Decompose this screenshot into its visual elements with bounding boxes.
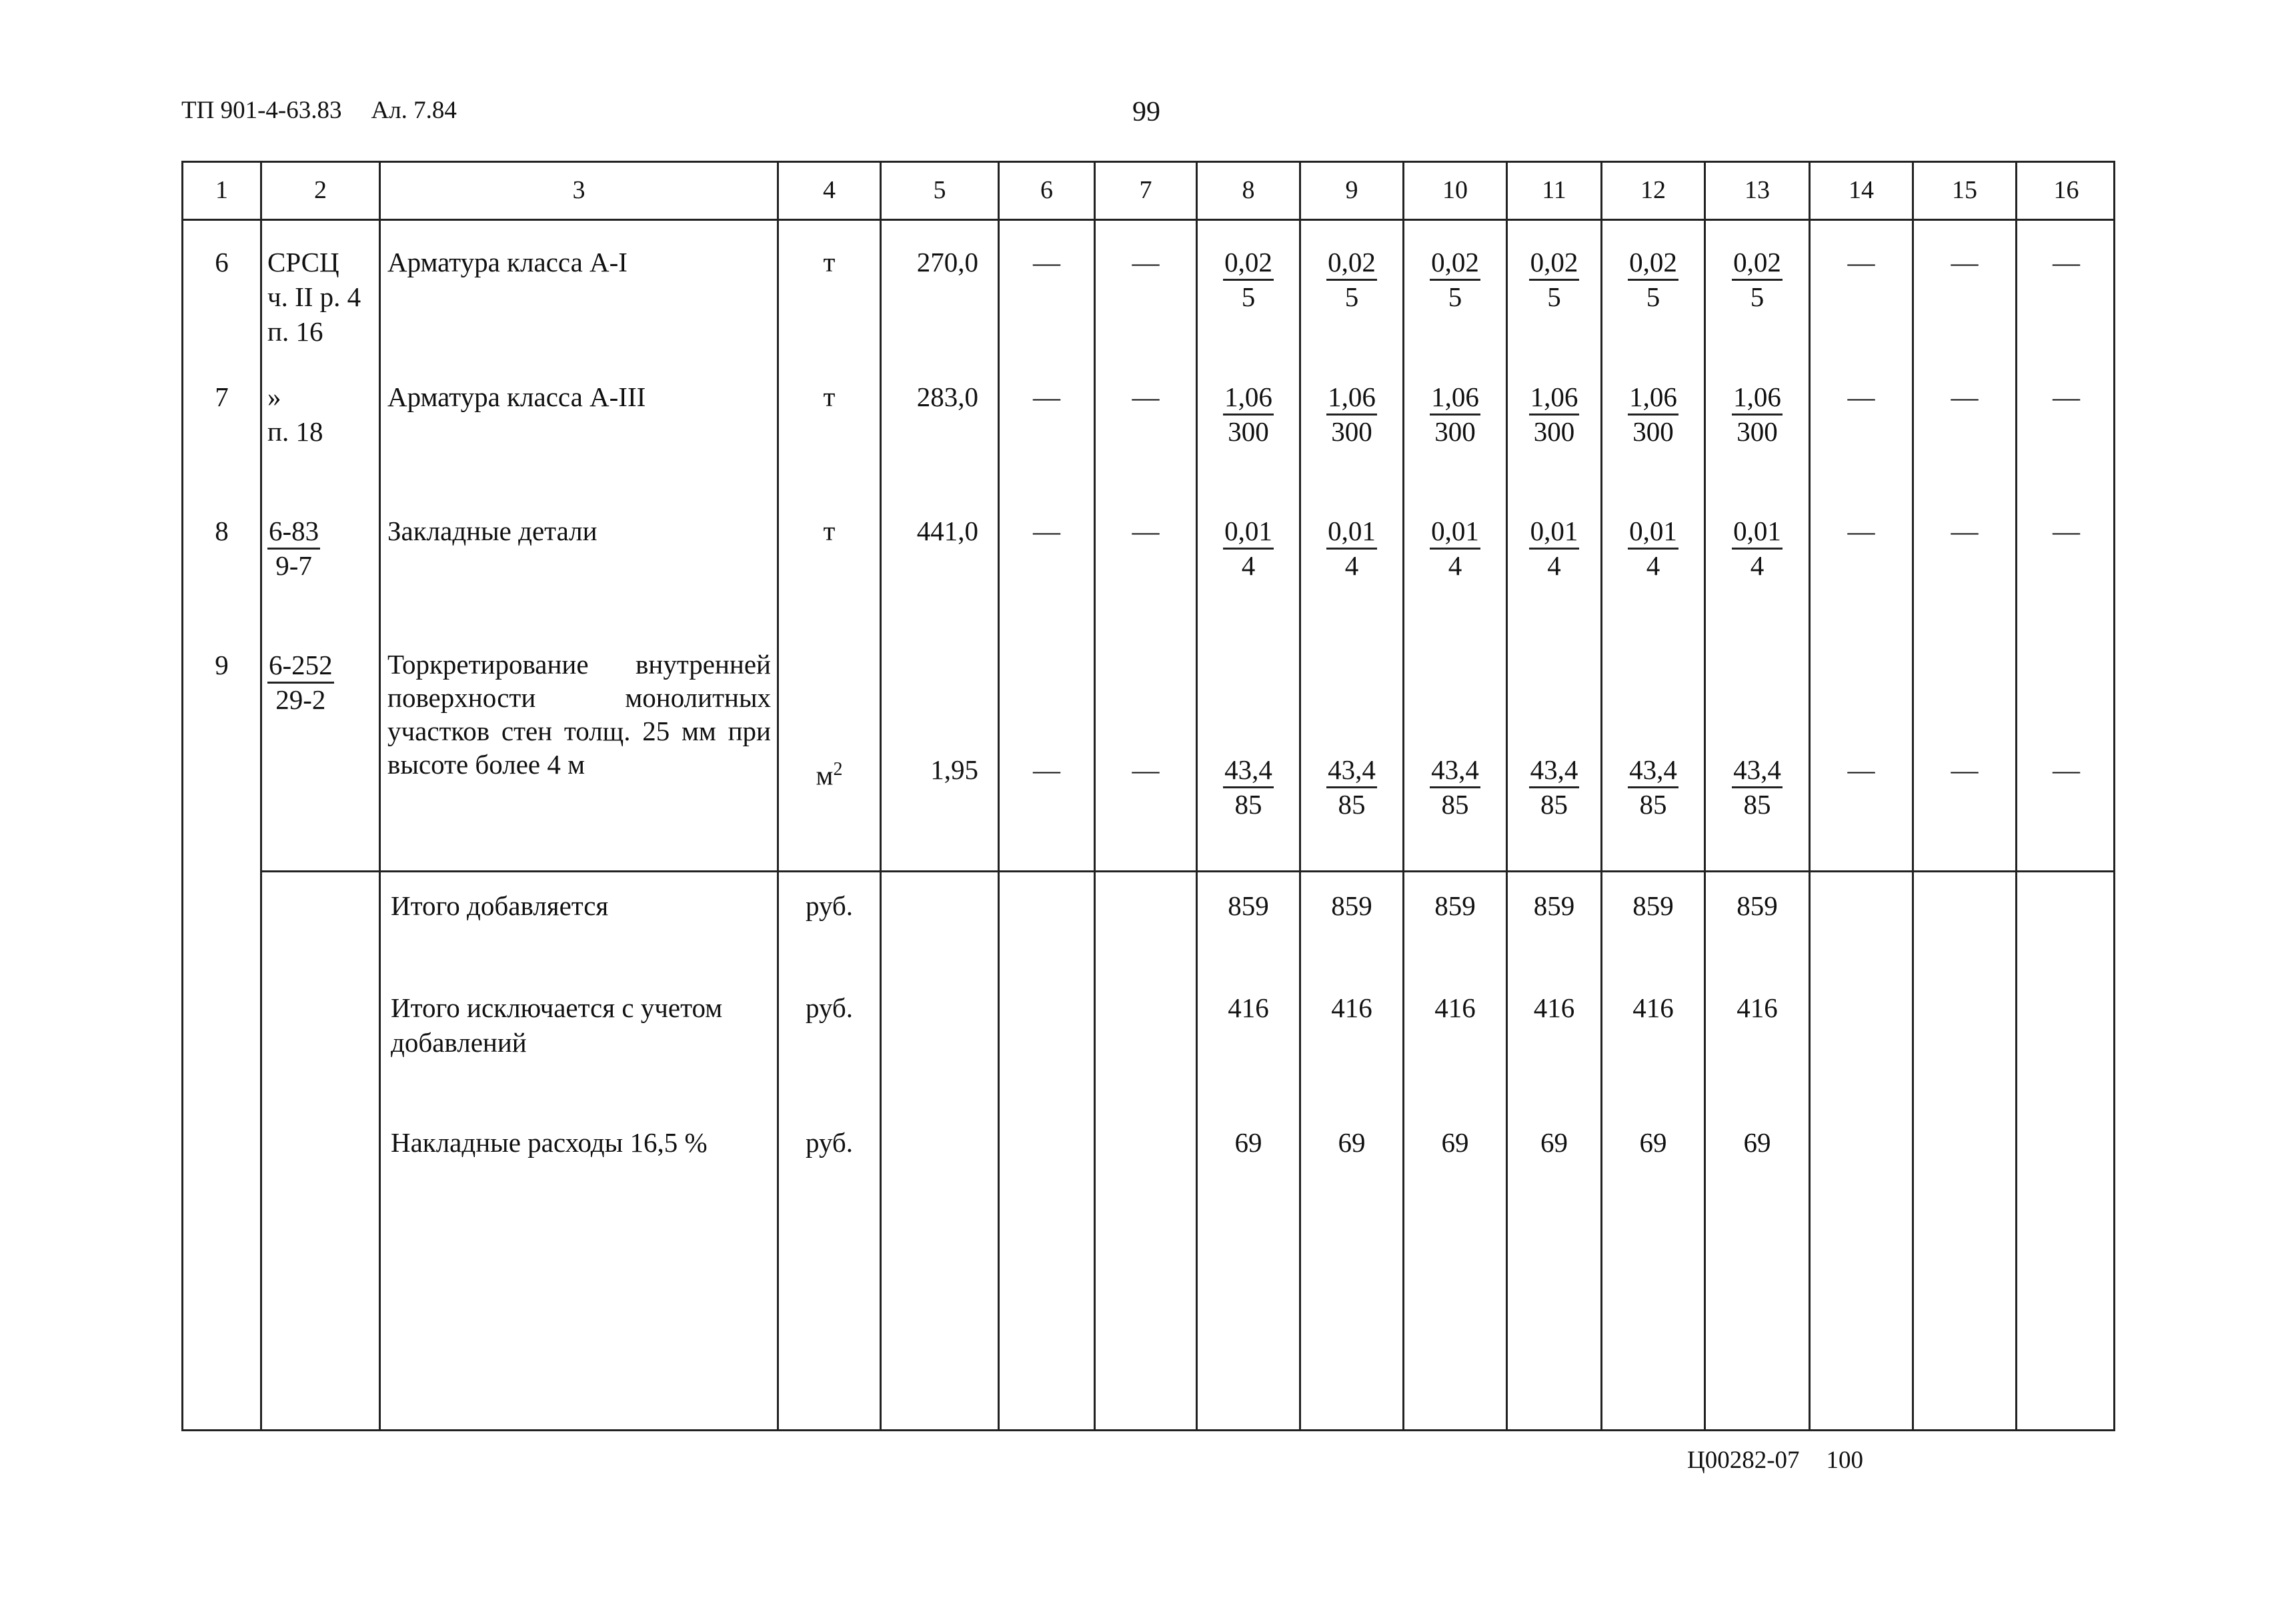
fraction	[1732, 246, 1783, 313]
total-unit: руб.	[805, 1127, 854, 1158]
dash: —	[1132, 381, 1160, 412]
norm-reference-line: п. 16	[267, 316, 323, 347]
fraction	[1326, 515, 1377, 582]
total-value: 416	[1331, 992, 1372, 1023]
footer-code	[1687, 1446, 1863, 1475]
column-divider	[1912, 163, 1914, 1429]
norm-reference	[267, 379, 377, 449]
dash: —	[2053, 247, 2080, 277]
quantity-cost-fraction	[1706, 514, 1809, 582]
dash: —	[2053, 754, 2080, 785]
album-code: Ал. 7.84	[371, 97, 457, 124]
dash: —	[1847, 754, 1875, 785]
quantity-cost-fraction	[1301, 752, 1402, 821]
fraction-numerator: 1,06	[1430, 381, 1480, 416]
quantity-cost-fraction	[1198, 245, 1299, 313]
column-number: 13	[1745, 176, 1770, 204]
fraction-numerator: 43,4	[1529, 754, 1580, 788]
fraction-denominator: 5	[1646, 281, 1660, 312]
quantity-cost-fraction	[1301, 379, 1402, 448]
norm-reference	[267, 245, 377, 349]
document-code-header	[181, 96, 457, 125]
fraction-denominator: 85	[1338, 789, 1366, 820]
total-label: Итого исключается с учетом добавлений	[391, 992, 723, 1058]
fraction	[1732, 754, 1783, 821]
column-divider	[2015, 163, 2017, 1429]
total-value: 69	[1234, 1127, 1262, 1158]
work-name: Торкретирование внутренней поверхности монолитных участков стен толщ. 25 мм при высоте более 4 м	[387, 649, 771, 780]
fraction-denominator: 5	[1241, 281, 1256, 312]
total-value: 859	[1632, 890, 1674, 921]
footer-sheet-number: 100	[1826, 1447, 1864, 1474]
column-number: 6	[1040, 176, 1053, 204]
fraction-numerator: 0,01	[1732, 515, 1783, 550]
unit-price: 1,95	[930, 754, 978, 785]
fraction-denominator: 4	[1241, 550, 1256, 581]
unit-text: т	[823, 516, 836, 546]
quantity-cost-fraction	[1706, 245, 1809, 313]
total-value: 416	[1228, 992, 1269, 1023]
totals-divider	[260, 870, 2113, 872]
estimate-table	[181, 161, 2115, 1431]
norm-reference-line: »	[267, 381, 281, 412]
column-number: 14	[1849, 176, 1874, 204]
fraction-numerator: 0,01	[1430, 515, 1480, 550]
dash: —	[2053, 516, 2080, 546]
unit	[779, 245, 880, 279]
fraction-numerator: 43,4	[1223, 754, 1274, 788]
unit	[779, 752, 880, 793]
unit-price: 283,0	[916, 381, 978, 412]
total-value: 859	[1228, 890, 1269, 921]
fraction	[1430, 754, 1480, 821]
fraction	[1628, 246, 1678, 313]
column-divider	[1809, 163, 1811, 1429]
header-divider	[183, 219, 2113, 221]
fraction	[1529, 381, 1580, 448]
column-number: 12	[1640, 176, 1666, 204]
fraction	[1732, 515, 1783, 582]
fraction-numerator: 0,02	[1326, 246, 1377, 281]
quantity-cost-fraction	[1508, 245, 1600, 313]
fraction-numerator: 43,4	[1732, 754, 1783, 788]
column-divider	[379, 163, 381, 1429]
fraction-denominator: 9-7	[275, 550, 312, 581]
column-divider	[998, 163, 1000, 1429]
dash: —	[1033, 381, 1060, 412]
dash: —	[1847, 247, 1875, 277]
quantity-cost-fraction	[1404, 752, 1506, 821]
fraction-numerator: 0,02	[1223, 246, 1274, 281]
unit-text: м	[816, 760, 834, 791]
fraction-numerator: 0,01	[1529, 515, 1580, 550]
column-number: 8	[1242, 176, 1255, 204]
footer-doc-code: Ц00282-07	[1687, 1447, 1800, 1474]
quantity-cost-fraction	[1706, 752, 1809, 821]
dash: —	[1951, 516, 1979, 546]
fraction-numerator: 1,06	[1732, 381, 1783, 416]
total-value: 859	[1533, 890, 1575, 921]
fraction-denominator: 300	[1533, 416, 1575, 447]
row-number: 8	[215, 516, 229, 546]
fraction-numerator: 43,4	[1430, 754, 1480, 788]
dash: —	[1951, 247, 1979, 277]
norm-reference-line: п. 18	[267, 416, 323, 447]
fraction-denominator: 300	[1737, 416, 1778, 447]
fraction	[1326, 246, 1377, 313]
fraction	[1223, 754, 1274, 821]
column-divider	[1094, 163, 1096, 1429]
fraction	[1430, 381, 1480, 448]
dash: —	[2053, 381, 2080, 412]
quantity-cost-fraction	[1508, 379, 1600, 448]
fraction-numerator: 1,06	[1628, 381, 1678, 416]
total-unit: руб.	[805, 890, 854, 921]
row-number: 7	[215, 381, 229, 412]
fraction-denominator: 300	[1632, 416, 1674, 447]
fraction	[1223, 246, 1274, 313]
work-name: Арматура класса А-I	[387, 247, 628, 277]
fraction-denominator: 4	[1344, 550, 1359, 581]
fraction-numerator: 43,4	[1326, 754, 1377, 788]
fraction	[267, 649, 334, 716]
fraction-denominator: 85	[1743, 789, 1771, 820]
dash: —	[1847, 381, 1875, 412]
unit	[779, 514, 880, 548]
total-value: 859	[1434, 890, 1476, 921]
fraction-denominator: 4	[1750, 550, 1765, 581]
column-number: 10	[1442, 176, 1468, 204]
column-number: 4	[823, 176, 836, 204]
fraction-denominator: 85	[1540, 789, 1568, 820]
fraction	[1430, 515, 1480, 582]
fraction	[1326, 381, 1377, 448]
norm-reference-line: ч. II р. 4	[267, 281, 361, 312]
dash: —	[1847, 516, 1875, 546]
unit-price: 441,0	[916, 516, 978, 546]
fraction-numerator: 0,02	[1430, 246, 1480, 281]
fraction-denominator: 5	[1448, 281, 1462, 312]
fraction-numerator: 6-252	[267, 649, 334, 684]
quantity-cost-fraction	[1301, 514, 1402, 582]
column-number: 11	[1542, 176, 1566, 204]
fraction-numerator: 0,01	[1223, 515, 1274, 550]
fraction-denominator: 5	[1750, 281, 1765, 312]
work-name: Арматура класса А-III	[387, 381, 646, 412]
column-divider	[260, 163, 262, 1429]
fraction-numerator: 0,02	[1628, 246, 1678, 281]
quantity-cost-fraction	[1198, 752, 1299, 821]
dash: —	[1033, 247, 1060, 277]
unit	[779, 379, 880, 414]
norm-reference	[267, 514, 320, 582]
total-label: Итого добавляется	[391, 890, 609, 921]
fraction-denominator: 4	[1448, 550, 1462, 581]
quantity-cost-fraction	[1602, 752, 1704, 821]
unit-price: 270,0	[916, 247, 978, 277]
fraction-denominator: 85	[1234, 789, 1262, 820]
dash: —	[1132, 754, 1160, 785]
fraction-denominator: 5	[1344, 281, 1359, 312]
total-value: 69	[1639, 1127, 1667, 1158]
column-number: 7	[1139, 176, 1152, 204]
fraction	[267, 515, 320, 582]
fraction	[1223, 515, 1274, 582]
quantity-cost-fraction	[1301, 245, 1402, 313]
dash: —	[1132, 516, 1160, 546]
fraction-denominator: 300	[1331, 416, 1372, 447]
fraction-numerator: 1,06	[1223, 381, 1274, 416]
fraction-denominator: 5	[1547, 281, 1561, 312]
fraction-numerator: 43,4	[1628, 754, 1678, 788]
column-divider	[880, 163, 882, 1429]
total-unit: руб.	[805, 992, 854, 1023]
fraction	[1529, 515, 1580, 582]
total-value: 416	[1533, 992, 1575, 1023]
fraction-denominator: 29-2	[275, 684, 326, 715]
quantity-cost-fraction	[1198, 379, 1299, 448]
fraction-numerator: 1,06	[1529, 381, 1580, 416]
fraction-denominator: 4	[1646, 550, 1660, 581]
column-divider	[777, 163, 779, 1429]
total-value: 69	[1540, 1127, 1568, 1158]
fraction	[1628, 754, 1678, 821]
column-number: 1	[215, 176, 228, 204]
fraction-denominator: 4	[1547, 550, 1561, 581]
quantity-cost-fraction	[1404, 379, 1506, 448]
fraction-denominator: 85	[1441, 789, 1469, 820]
quantity-cost-fraction	[1602, 514, 1704, 582]
column-number: 16	[2053, 176, 2079, 204]
fraction-numerator: 0,02	[1732, 246, 1783, 281]
fraction	[1529, 246, 1580, 313]
unit-text: т	[823, 247, 836, 277]
dash: —	[1033, 754, 1060, 785]
column-number: 2	[314, 176, 327, 204]
fraction	[1223, 381, 1274, 448]
unit-text: т	[823, 381, 836, 412]
total-value: 416	[1632, 992, 1674, 1023]
total-value: 69	[1441, 1127, 1469, 1158]
fraction-denominator: 85	[1639, 789, 1667, 820]
quantity-cost-fraction	[1508, 752, 1600, 821]
quantity-cost-fraction	[1508, 514, 1600, 582]
column-number: 9	[1345, 176, 1358, 204]
quantity-cost-fraction	[1198, 514, 1299, 582]
fraction-denominator: 300	[1434, 416, 1476, 447]
dash: —	[1951, 754, 1979, 785]
fraction-numerator: 1,06	[1326, 381, 1377, 416]
doc-code: ТП 901-4-63.83	[181, 97, 342, 124]
fraction	[1326, 754, 1377, 821]
norm-reference	[267, 648, 334, 716]
work-name: Закладные детали	[387, 516, 598, 546]
quantity-cost-fraction	[1602, 245, 1704, 313]
fraction	[1430, 246, 1480, 313]
fraction-numerator: 6-83	[267, 515, 320, 550]
total-value: 416	[1737, 992, 1778, 1023]
column-number: 5	[933, 176, 946, 204]
total-value: 69	[1338, 1127, 1366, 1158]
row-number: 6	[215, 247, 229, 277]
fraction	[1732, 381, 1783, 448]
column-number: 3	[572, 176, 586, 204]
total-value: 416	[1434, 992, 1476, 1023]
quantity-cost-fraction	[1404, 514, 1506, 582]
fraction-denominator: 300	[1228, 416, 1269, 447]
dash: —	[1033, 516, 1060, 546]
norm-reference-line: СРСЦ	[267, 247, 339, 277]
column-number: 15	[1952, 176, 1977, 204]
quantity-cost-fraction	[1602, 379, 1704, 448]
total-value: 859	[1737, 890, 1778, 921]
fraction-numerator: 0,01	[1628, 515, 1678, 550]
fraction	[1628, 515, 1678, 582]
fraction	[1529, 754, 1580, 821]
row-number: 9	[215, 650, 229, 680]
total-value: 859	[1331, 890, 1372, 921]
dash: —	[1951, 381, 1979, 412]
fraction-numerator: 0,01	[1326, 515, 1377, 550]
page-number: 99	[1132, 97, 1160, 127]
dash: —	[1132, 247, 1160, 277]
total-label: Накладные расходы 16,5 %	[391, 1127, 708, 1158]
fraction	[1628, 381, 1678, 448]
fraction-numerator: 0,02	[1529, 246, 1580, 281]
quantity-cost-fraction	[1404, 245, 1506, 313]
quantity-cost-fraction	[1706, 379, 1809, 448]
unit-superscript: 2	[833, 759, 843, 780]
total-value: 69	[1743, 1127, 1771, 1158]
